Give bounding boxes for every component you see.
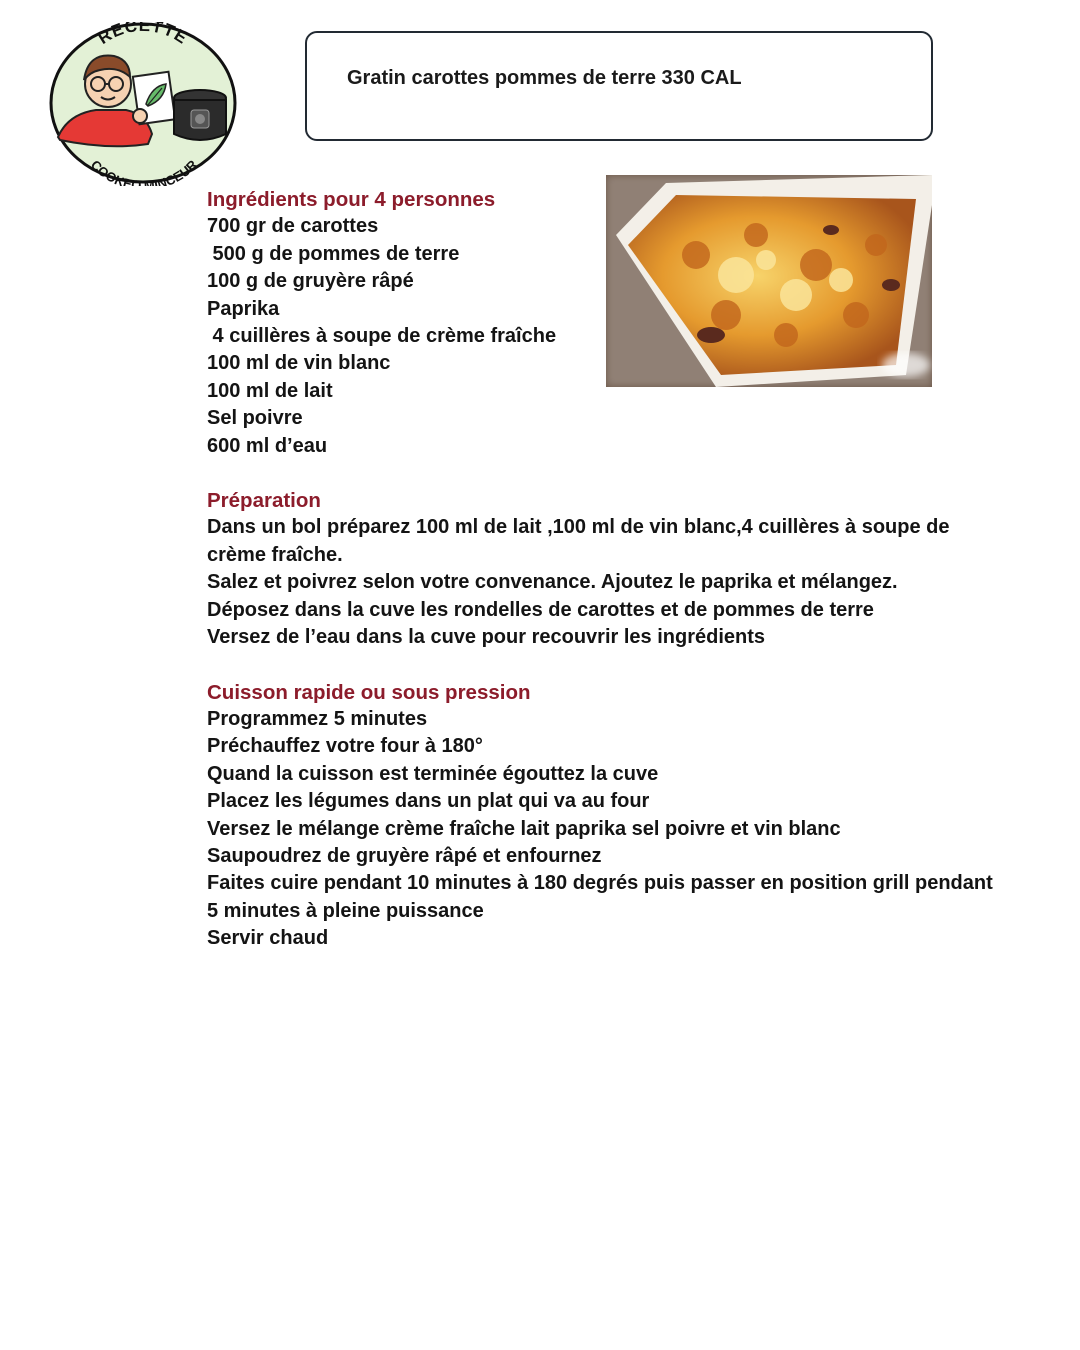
preparation-section (207, 487, 1027, 651)
preparation-step: Salez et poivrez selon votre convenance. Ajoutez le paprika et mélangez. (207, 571, 898, 594)
ingredient-item: 500 g de pommes de terre (207, 242, 460, 265)
logo-top-text: RECETTE (94, 22, 192, 48)
ingredient-item: 700 gr de carottes (207, 215, 379, 238)
recette-cookeo-minceur-logo (48, 22, 238, 186)
section-spacer (207, 652, 1027, 679)
cuisson-step: Placez les légumes dans un plat qui va au four (207, 790, 650, 813)
title-box (305, 31, 933, 141)
cuisson-step: Programmez 5 minutes (207, 707, 428, 730)
cuisson-step: Saupoudrez de gruyère râpé et enfournez (207, 844, 602, 867)
cuisson-section (207, 679, 1027, 953)
ingredient-item: 100 ml de lait (207, 379, 333, 402)
cuisson-step: Quand la cuisson est terminée égouttez la cuve (207, 762, 659, 785)
preparation-heading: Préparation (207, 489, 321, 513)
ingredients-section (207, 186, 1027, 460)
cuisson-step: Faites cuire pendant 10 minutes à 180 degrés puis passer en position grill pendant 5 minutes à pleine puissance (207, 872, 993, 922)
logo-badge-icon (48, 22, 238, 186)
preparation-step: Versez de l’eau dans la cuve pour recouvrir les ingrédients (207, 626, 765, 649)
ingredient-item: 100 g de gruyère râpé (207, 270, 414, 293)
preparation-step: Déposez dans la cuve les rondelles de carottes et de pommes de terre (207, 598, 874, 621)
ingredients-heading: Ingrédients pour 4 personnes (207, 188, 496, 211)
cuisson-step: Servir chaud (207, 927, 329, 950)
ingredient-item: 4 cuillères à soupe de crème fraîche (207, 325, 557, 348)
ingredient-item: Paprika (207, 297, 280, 320)
cuisson-step: Versez le mélange crème fraîche lait paprika sel poivre et vin blanc (207, 817, 841, 840)
section-spacer (207, 460, 1027, 487)
ingredient-item: 600 ml d’eau (207, 434, 328, 457)
preparation-step: Dans un bol préparez 100 ml de lait ,100 ml de vin blanc,4 cuillères à soupe de crème fraîche. (207, 516, 950, 566)
cuisson-step: Préchauffez votre four à 180° (207, 735, 483, 758)
recipe-title: Gratin carottes pommes de terre 330 CAL (347, 67, 742, 89)
cuisson-heading: Cuisson rapide ou sous pression (207, 680, 531, 704)
recipe-content (207, 186, 1027, 953)
ingredient-item: Sel poivre (207, 407, 303, 430)
ingredient-item: 100 ml de vin blanc (207, 352, 391, 375)
logo-bottom-text: COOKEO MINCEUR (87, 157, 201, 186)
